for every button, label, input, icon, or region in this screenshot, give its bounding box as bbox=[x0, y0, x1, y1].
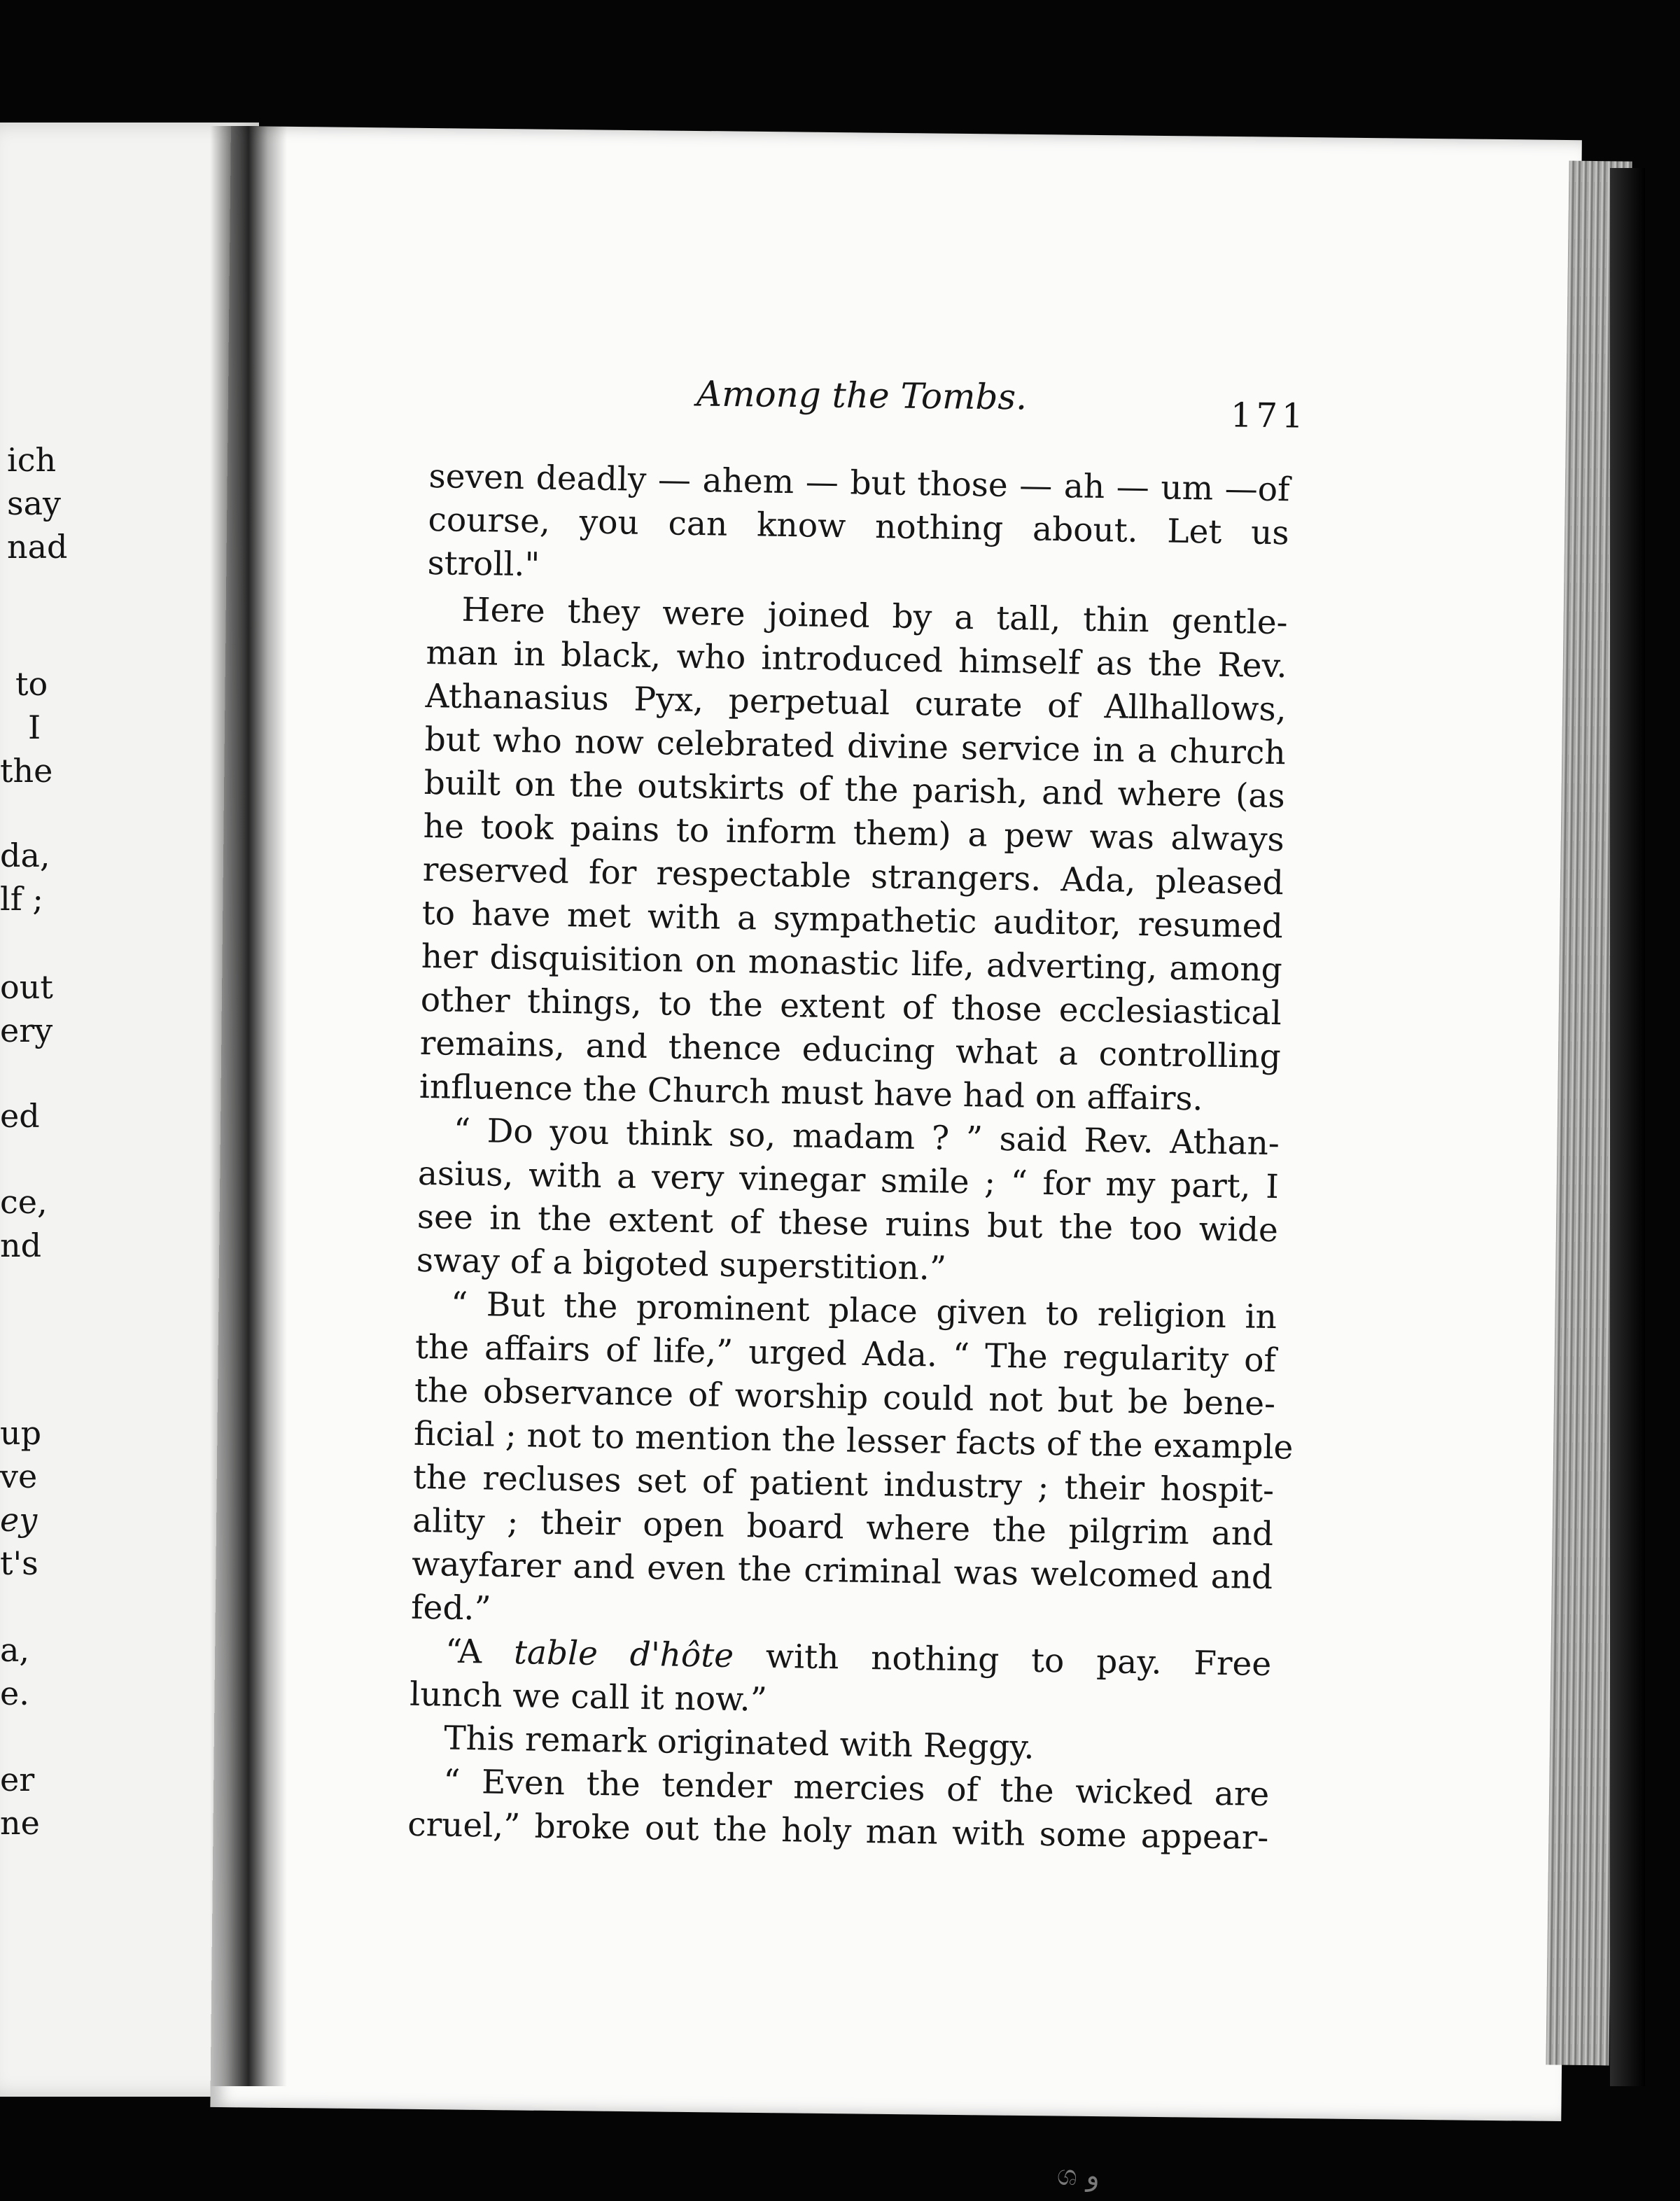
text-line: the recluses set of patient industry ; their hospit- bbox=[412, 1458, 1275, 1511]
left-fragment: the bbox=[0, 752, 53, 790]
cover-board-edge bbox=[1610, 168, 1645, 2086]
left-fragment: e. bbox=[0, 1675, 29, 1712]
left-fragment: ve bbox=[0, 1458, 38, 1495]
text-line: “ Even the tender mercies of the wicked are bbox=[442, 1762, 1270, 1815]
left-fragment: out bbox=[0, 968, 53, 1006]
left-fragment: t's bbox=[0, 1544, 38, 1582]
left-fragment: ery bbox=[0, 1012, 53, 1049]
text-line: “ But the prominent place given to religion in bbox=[450, 1285, 1278, 1337]
page-number: 171 bbox=[1230, 396, 1308, 436]
text-line: other things, to the extent of those ecclesiastical bbox=[420, 980, 1282, 1033]
text-line: remains, and thence educing what a controlling bbox=[419, 1023, 1282, 1077]
left-fragment: lf ; bbox=[0, 880, 43, 918]
text-line: fed.” bbox=[410, 1588, 491, 1628]
left-fragment: ey bbox=[0, 1501, 38, 1539]
text-line: cruel,” broke out the holy man with some appear- bbox=[407, 1805, 1269, 1858]
running-head: Among the Tombs. bbox=[696, 373, 1028, 418]
left-fragment: I bbox=[28, 708, 41, 746]
left-fragment: ne bbox=[0, 1804, 40, 1842]
text-line: he took pains to inform them) a pew was always bbox=[423, 806, 1285, 860]
text-line: sway of a bigoted superstition.” bbox=[416, 1241, 947, 1288]
left-fragment: da, bbox=[0, 837, 50, 874]
text-line: see in the extent of these ruins but the too wide bbox=[416, 1197, 1279, 1250]
text-line: wayfarer and even the criminal was welcomed and bbox=[411, 1544, 1273, 1598]
text-line: Athanasius Pyx, perpetual curate of Allhallows, bbox=[425, 676, 1287, 729]
italic-phrase: table d'hôte bbox=[513, 1633, 734, 1676]
text-line: but who now celebrated divine service in a church bbox=[424, 720, 1287, 773]
left-fragment: er bbox=[0, 1761, 35, 1798]
text-line: lunch we call it now.” bbox=[409, 1675, 768, 1719]
left-fragment: nad bbox=[7, 528, 68, 566]
text-line: ality ; their open board where the pilgrim and bbox=[412, 1501, 1274, 1554]
left-fragment: ed bbox=[0, 1097, 40, 1135]
text-line: to have met with a sympathetic auditor, resumed bbox=[421, 893, 1284, 946]
text-line: course, you can know nothing about. Let us bbox=[428, 500, 1289, 553]
bottom-smudge-marks: ශ ﻭ bbox=[1057, 2160, 1100, 2192]
left-fragment: a, bbox=[0, 1631, 30, 1669]
left-fragment: ce, bbox=[0, 1183, 48, 1221]
text-line: reserved for respectable strangers. Ada, pleased bbox=[422, 850, 1284, 903]
text-line: built on the outskirts of the parish, and where (as bbox=[424, 763, 1286, 816]
body-text bbox=[407, 371, 1292, 1860]
text-line: influence the Church must have had on affairs. bbox=[419, 1067, 1203, 1119]
left-fragment: to bbox=[15, 665, 48, 703]
text-span: “A bbox=[444, 1632, 482, 1672]
text-line: man in black, who introduced himself as the Rev. bbox=[426, 633, 1287, 686]
text-line: This remark originated with Reggy. bbox=[443, 1719, 1035, 1767]
text-line: stroll." bbox=[427, 543, 540, 585]
left-fragment: nd bbox=[0, 1227, 42, 1264]
text-line: ficial ; not to mention the lesser facts of the example bbox=[413, 1414, 1294, 1467]
text-line: the affairs of life,” urged Ada. “ The regularity of bbox=[414, 1327, 1277, 1381]
text-line: “ Do you think so, madam ? ” said Rev. Athan- bbox=[453, 1111, 1280, 1164]
text-line: asius, with a very vinegar smile ; “ for my part, I bbox=[417, 1154, 1280, 1207]
left-fragment: say bbox=[7, 484, 62, 522]
left-fragment: ich bbox=[7, 441, 57, 479]
text-span: with nothing to pay. Free bbox=[765, 1637, 1272, 1684]
text-line: seven deadly — ahem — but those — ah — um —of bbox=[428, 456, 1290, 510]
text-line: Here they were joined by a tall, thin gentle- bbox=[461, 590, 1288, 643]
book-gutter bbox=[210, 126, 287, 2086]
text-line: the observance of worship could not but be bene- bbox=[414, 1371, 1276, 1424]
text-line: her disquisition on monastic life, adverting, among bbox=[421, 937, 1283, 990]
left-fragment: up bbox=[0, 1414, 42, 1452]
